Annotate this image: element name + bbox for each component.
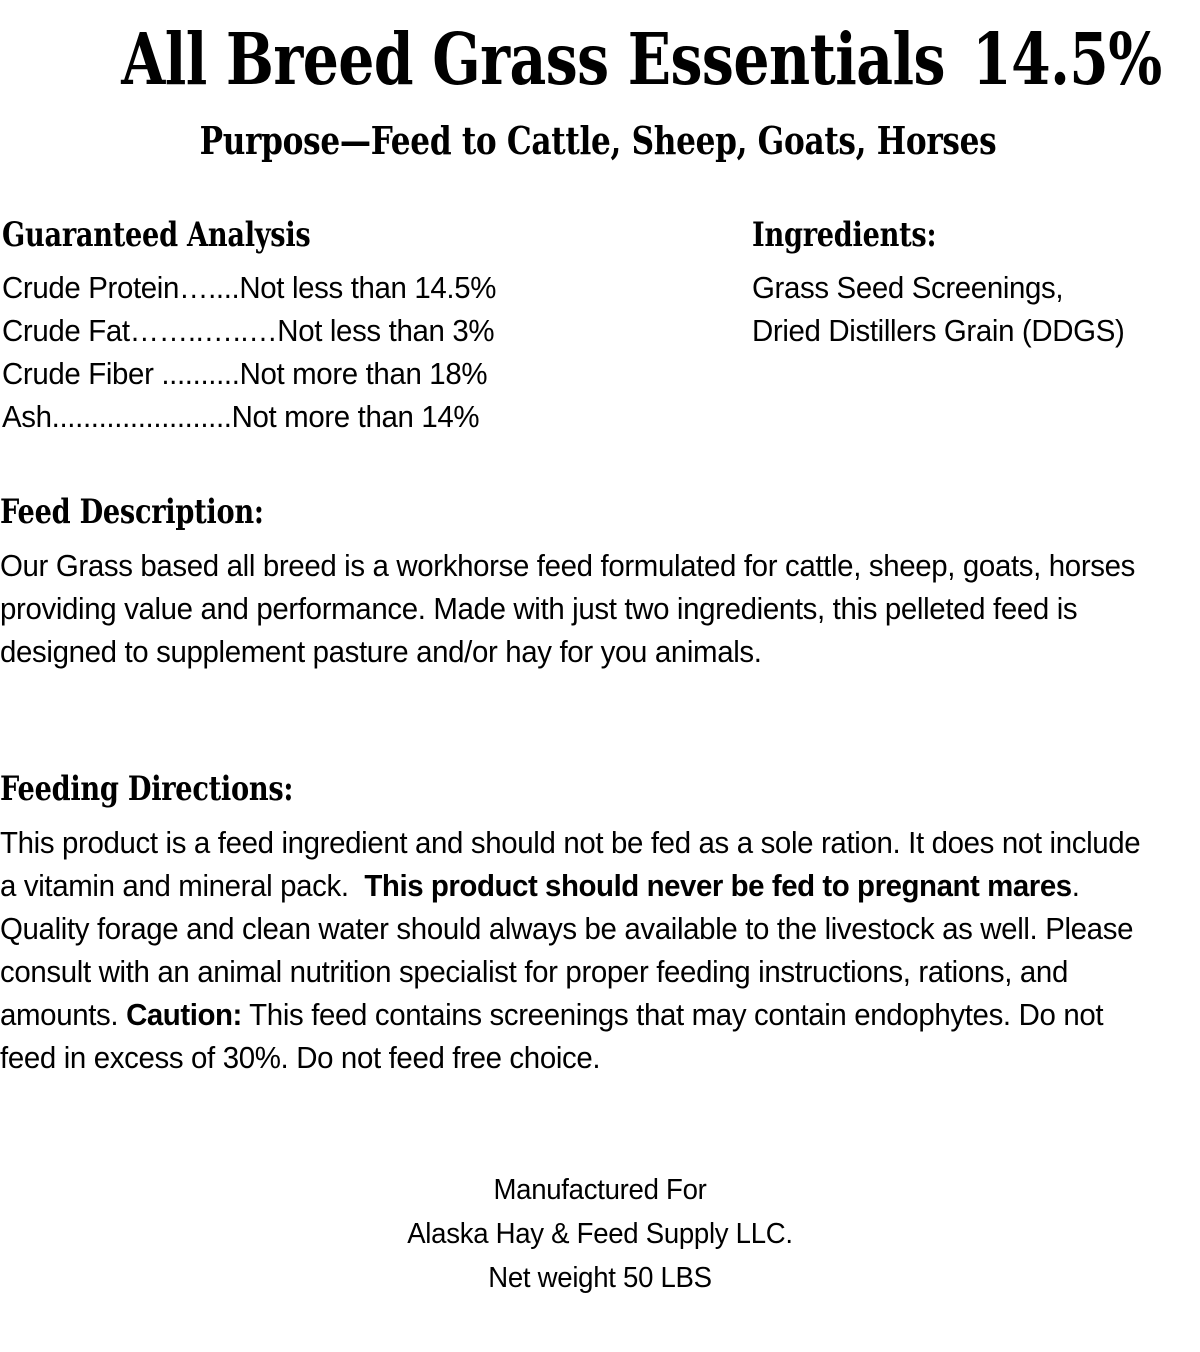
ingredient-item-ddgs: Dried Distillers Grain (DDGS) (752, 314, 1125, 348)
feed-description-section (0, 492, 1196, 674)
product-name: All Breed Grass Essentials (121, 17, 945, 101)
feed-description-body: Our Grass based all breed is a workhorse feed formulated for cattle, sheep, goats, horses providing value and performance. Made with just two ingredients, this pelleted feed is designed to supplement pasture and/or hay for you animals. (0, 549, 1136, 669)
ingredients-heading: Ingredients: (752, 215, 937, 255)
ingredients-section (750, 215, 1200, 353)
net-weight: Net weight 50 LBS (488, 1262, 712, 1294)
guaranteed-analysis-section (0, 215, 750, 439)
analysis-row-crude-fat: Crude Fat……..…..…Not less than 3% (2, 314, 495, 348)
caution-label: Caution: (126, 998, 242, 1032)
feeding-directions-heading: Feeding Directions: (0, 769, 294, 809)
guaranteed-analysis-heading: Guaranteed Analysis (2, 215, 311, 255)
protein-headline-percent: 14.5% (972, 17, 1162, 101)
feed-description-heading: Feed Description: (0, 492, 264, 532)
analysis-row-crude-fiber: Crude Fiber ..........Not more than 18% (2, 357, 488, 391)
manufacturer-footer (0, 1168, 1200, 1300)
ingredient-item-grass-seed-screenings: Grass Seed Screenings, (752, 271, 1064, 305)
product-purpose-subtitle: Purpose—Feed to Cattle, Sheep, Goats, Horses (199, 118, 997, 163)
directions-part-one: This product is a feed ingredient and should not be fed as a sole ration. It does not include a vitamin and mineral pack. (0, 826, 1141, 903)
feeding-directions-section (0, 769, 1196, 1080)
pregnant-mares-warning: This product should never be fed to pregnant mares (364, 869, 1072, 903)
directions-part-two: . Quality forage and clean water should always be available to the livestock as well. Please consult with an animal nutrition specialist for proper feeding instructions, rations, and amounts. (0, 869, 1134, 1032)
manufacturer-company-name: Alaska Hay & Feed Supply LLC. (407, 1218, 793, 1250)
analysis-ingredients-row (0, 215, 1200, 439)
directions-part-three: This feed contains screenings that may contain endophytes. Do not feed in excess of 30%. Do not feed free choice. (0, 998, 1104, 1075)
analysis-row-ash: Ash.......................Not more than 14% (2, 400, 480, 434)
feeding-directions-body (0, 822, 1154, 1080)
analysis-row-crude-protein: Crude Protein…....Not less than 14.5% (2, 271, 497, 305)
page-title (121, 0, 1162, 108)
manufactured-for-label: Manufactured For (493, 1174, 707, 1206)
